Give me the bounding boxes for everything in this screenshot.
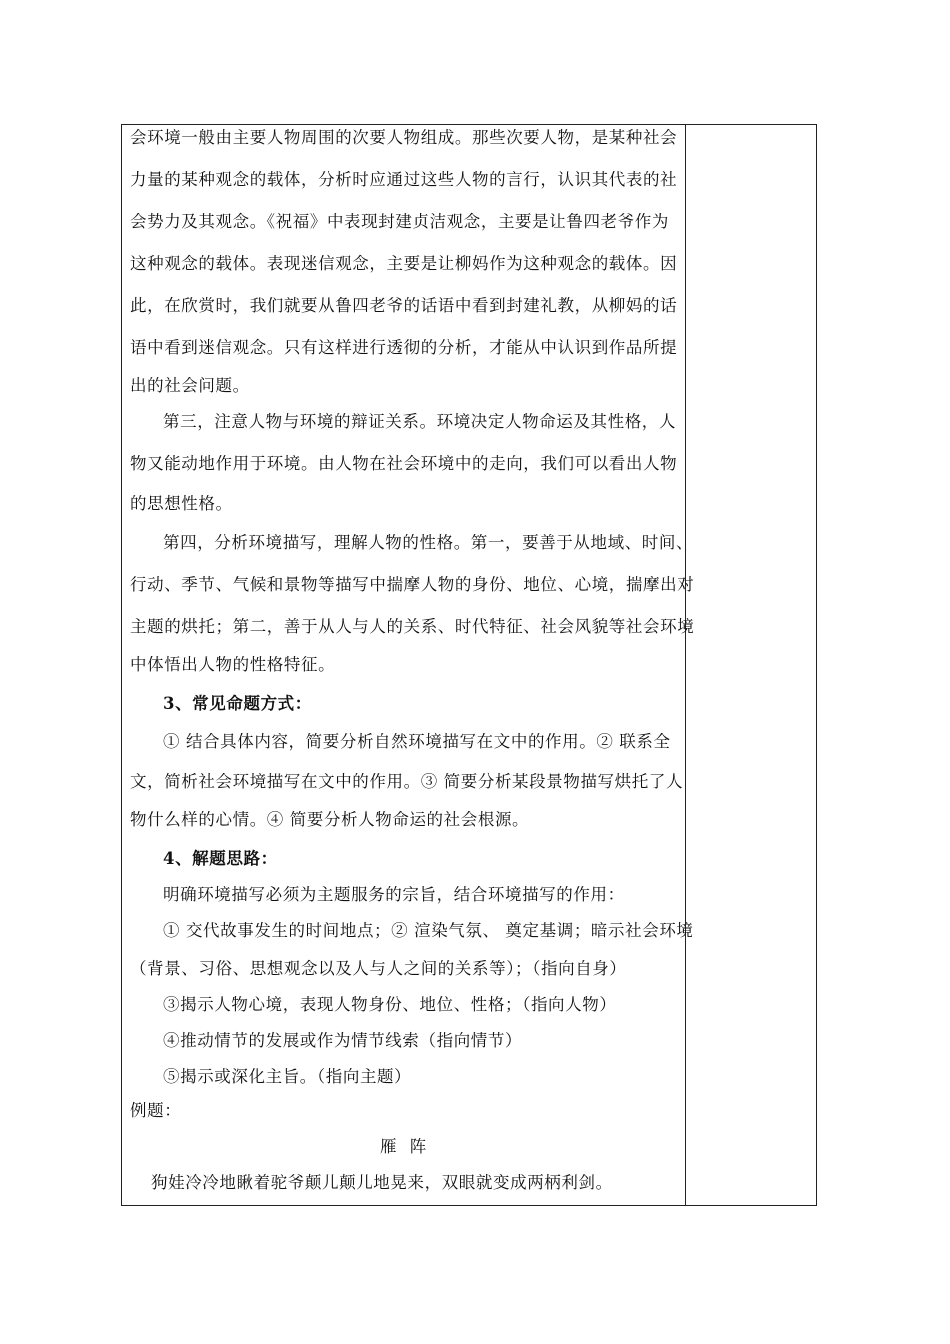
text-line: 会势力及其观念。《祝福》中表现封建贞洁观念，主要是让鲁四老爷作为	[130, 212, 669, 231]
text-line: ① 交代故事发生的时间地点；② 渲染气氛、 奠定基调；暗示社会环境	[163, 921, 694, 940]
text-line: 明确环境描写必须为主题服务的宗旨，结合环境描写的作用：	[163, 885, 625, 904]
text-line: 物什么样的心情。④ 简要分析人物命运的社会根源。	[130, 810, 530, 829]
text-line: 文，简析社会环境描写在文中的作用。③ 简要分析某段景物描写烘托了人	[130, 772, 684, 791]
text-line: 语中看到迷信观念。只有这样进行透彻的分析，才能从中认识到作品所提	[130, 338, 678, 357]
text-line: 主题的烘托；第二，善于从人与人的关系、时代特征、社会风貌等社会环境	[130, 617, 695, 636]
list-item: ③揭示人物心境，表现人物身份、地位、性格；（指向人物）	[163, 995, 617, 1014]
text-line: 力量的某种观念的载体，分析时应通过这些人物的言行，认识其代表的社	[130, 170, 678, 189]
paragraph-fourth-point: 第四，分析环境描写，理解人物的性格。第一，要善于从地域、时间、	[163, 533, 694, 552]
list-item: ④推动情节的发展或作为情节线索（指向情节）	[163, 1031, 523, 1050]
list-item: ⑤揭示或深化主旨。（指向主题）	[163, 1067, 412, 1086]
text-line: 的思想性格。	[130, 494, 233, 513]
paragraph-third-point: 第三，注意人物与环境的辩证关系。环境决定人物命运及其性格，人	[163, 412, 676, 431]
text-line: 此，在欣赏时，我们就要从鲁四老爷的话语中看到封建礼教，从柳妈的话	[130, 296, 678, 315]
section-heading-solving-approach: 4、解题思路：	[163, 849, 278, 868]
text-line: 出的社会问题。	[130, 376, 250, 395]
text-line: 这种观念的载体。表现迷信观念，主要是让柳妈作为这种观念的载体。因	[130, 254, 678, 273]
text-line: ① 结合具体内容，简要分析自然环境描写在文中的作用。② 联系全	[163, 732, 671, 751]
text-line: 物又能动地作用于环境。由人物在社会环境中的走向，我们可以看出人物	[130, 454, 678, 473]
text-line: 行动、季节、气候和景物等描写中揣摩人物的身份、地位、心境，揣摩出对	[130, 575, 695, 594]
example-title: 雁 阵	[380, 1137, 431, 1156]
example-label: 例题：	[130, 1101, 182, 1120]
text-line: （背景、习俗、思想观念以及人与人之间的关系等）；（指向自身）	[130, 959, 627, 978]
text-line: 狗娃冷冷地瞅着驼爷颠儿颠儿地晃来，双眼就变成两柄利剑。	[151, 1173, 613, 1192]
text-line: 会环境一般由主要人物周围的次要人物组成。那些次要人物，是某种社会	[130, 128, 678, 147]
column-divider	[685, 124, 686, 1206]
section-heading-question-types: 3、常见命题方式：	[163, 694, 312, 713]
text-line: 中体悟出人物的性格特征。	[130, 655, 336, 674]
